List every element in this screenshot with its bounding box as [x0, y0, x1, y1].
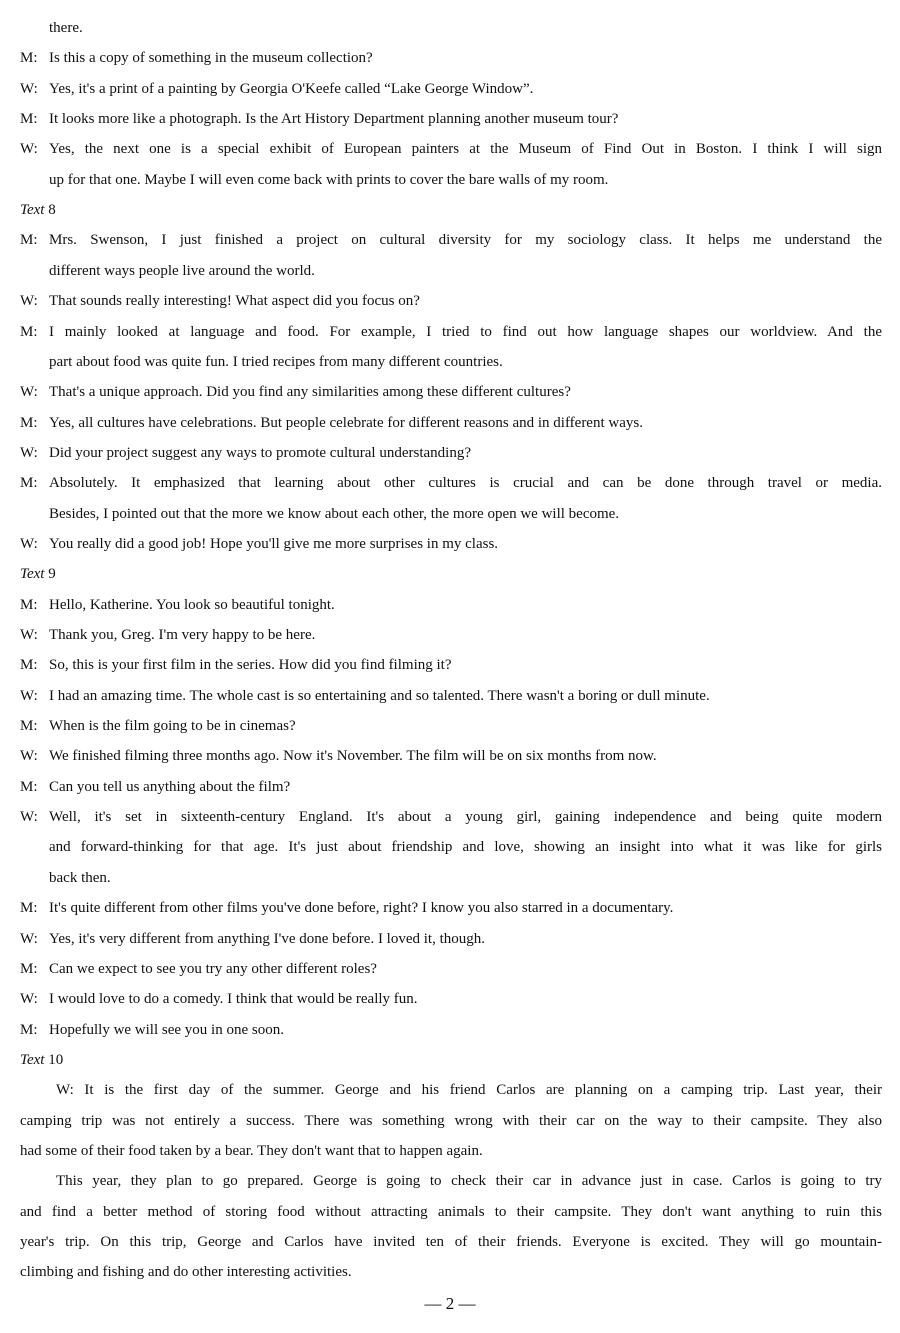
- speaker-label: M:: [20, 778, 38, 795]
- line-text: Besides, I pointed out that the more we know about each other, the more open we will become.: [49, 505, 620, 522]
- section-heading-number: 9: [48, 566, 56, 583]
- speaker-label: M:: [20, 657, 38, 674]
- section-heading-label: Text: [20, 1051, 45, 1068]
- transcript-line: [20, 109, 882, 129]
- transcript-line: [49, 170, 882, 190]
- line-text: and find a better method of storing food without attracting animals to their campsite. They don't want anything to ruin this: [20, 1203, 882, 1220]
- line-text: I would love to do a comedy. I think that would be really fun.: [49, 991, 418, 1008]
- transcript-line: [49, 868, 882, 888]
- transcript-line: [20, 1202, 882, 1222]
- line-text: Yes, it's a print of a painting by Georgia O'Keefe called “Lake George Window”.: [49, 80, 534, 97]
- line-text: Mrs. Swenson, I just finished a project on cultural diversity for my sociology class. It helps me understand the: [49, 232, 882, 249]
- transcript-line: [20, 48, 882, 68]
- transcript-line: [20, 1080, 882, 1100]
- transcript-line: [20, 807, 882, 827]
- speaker-label: M:: [20, 111, 38, 128]
- section-heading-label: Text: [20, 202, 45, 219]
- transcript-line: [20, 534, 882, 554]
- speaker-label: M:: [20, 900, 38, 917]
- line-text: That sounds really interesting! What aspect did you focus on?: [49, 293, 420, 310]
- transcript-line: [20, 1262, 882, 1282]
- transcript-line: [20, 898, 882, 918]
- line-text: I mainly looked at language and food. For example, I tried to find out how language shapes our worldview. And the: [49, 323, 882, 340]
- transcript-line: [20, 382, 882, 402]
- speaker-label: M:: [20, 414, 38, 431]
- line-text: I had an amazing time. The whole cast is so entertaining and so talented. There wasn't a boring or dull minute.: [49, 687, 710, 704]
- line-text: there.: [49, 20, 83, 36]
- speaker-label: W:: [20, 627, 38, 643]
- transcript-line: [20, 1171, 882, 1191]
- section-heading-number: 8: [48, 202, 56, 219]
- line-text: Absolutely. It emphasized that learning about other cultures is crucial and can be done through travel or media.: [49, 475, 882, 492]
- line-text: different ways people live around the world.: [49, 262, 315, 279]
- transcript-line: [20, 959, 882, 979]
- line-text: part about food was quite fun. I tried recipes from many different countries.: [49, 353, 503, 370]
- line-text: W: It is the first day of the summer. George and his friend Carlos are planning on a camping trip. Last year, their: [56, 1082, 882, 1099]
- line-text: It looks more like a photograph. Is the Art History Department planning another museum tour?: [49, 111, 619, 128]
- transcript-line: [20, 1232, 882, 1252]
- section-heading: [20, 1050, 882, 1070]
- speaker-label: W:: [20, 80, 38, 97]
- transcript-line: [20, 79, 882, 99]
- speaker-label: W:: [20, 809, 38, 826]
- speaker-label: W:: [20, 535, 38, 552]
- line-text: So, this is your first film in the series. How did you find filming it?: [49, 657, 452, 674]
- transcript-line: [20, 291, 882, 311]
- line-text: Well, it's set in sixteenth-century England. It's about a young girl, gaining independence and being quite modern: [49, 809, 882, 826]
- speaker-label: M:: [20, 1021, 38, 1038]
- transcript-line: [20, 443, 882, 463]
- transcript-line: [20, 655, 882, 675]
- speaker-label: W:: [20, 141, 38, 158]
- speaker-label: M:: [20, 596, 38, 613]
- line-text: That's a unique approach. Did you find any similarities among these different cultures?: [49, 384, 571, 401]
- line-text: Did your project suggest any ways to promote cultural understanding?: [49, 444, 471, 461]
- speaker-label: W:: [20, 444, 38, 461]
- section-heading-number: 10: [48, 1051, 64, 1068]
- transcript-line: [20, 686, 882, 706]
- transcript-line: [20, 777, 882, 797]
- line-text: and forward-thinking for that age. It's just about friendship and love, showing an insight into what it was like for girls: [49, 839, 882, 856]
- transcript-line: [49, 504, 882, 524]
- transcript-line: [20, 473, 882, 493]
- speaker-label: W:: [20, 384, 38, 401]
- transcript-line: [20, 413, 882, 433]
- line-text: Can you tell us anything about the film?: [49, 778, 291, 795]
- speaker-label: W:: [20, 991, 38, 1008]
- transcript-line: [20, 746, 882, 766]
- line-text: It's quite different from other films you've done before, right? I know you also starred in a documentary.: [49, 900, 674, 917]
- transcript-line: [49, 261, 882, 281]
- transcript-line: [20, 322, 882, 342]
- section-heading: [20, 564, 882, 584]
- line-text: year's trip. On this trip, George and Carlos have invited ten of their friends. Everyone is excited. They will go mountain-: [20, 1234, 882, 1250]
- line-text: When is the film going to be in cinemas?: [49, 718, 296, 735]
- transcript-line: [20, 1020, 882, 1040]
- line-text: Can we expect to see you try any other different roles?: [49, 960, 377, 977]
- line-text: camping trip was not entirely a success. There was something wrong with their car on the way to their campsite. They also: [20, 1112, 882, 1129]
- line-text: back then.: [49, 869, 111, 886]
- page-number: — 2 —: [424, 1294, 476, 1313]
- transcript-line: [49, 837, 882, 857]
- section-heading: [20, 200, 882, 220]
- transcript-line: [20, 625, 882, 645]
- speaker-label: W:: [20, 293, 38, 310]
- line-text: Yes, all cultures have celebrations. But people celebrate for different reasons and in different ways.: [49, 414, 643, 431]
- transcript-line: [49, 352, 882, 372]
- line-text: Yes, the next one is a special exhibit of European painters at the Museum of Find Out in Boston. I think I will sign: [49, 141, 882, 158]
- transcript-line: [20, 929, 882, 949]
- transcript-line: [20, 595, 882, 615]
- speaker-label: M:: [20, 323, 38, 340]
- speaker-label: M:: [20, 232, 38, 249]
- line-text: You really did a good job! Hope you'll give me more surprises in my class.: [49, 535, 499, 552]
- line-text: Hello, Katherine. You look so beautiful tonight.: [49, 596, 335, 613]
- transcript-line: [20, 230, 882, 250]
- speaker-label: M:: [20, 960, 38, 977]
- speaker-label: W:: [20, 930, 38, 947]
- line-text: We finished filming three months ago. Now it's November. The film will be on six months from now.: [49, 748, 657, 765]
- line-text: had some of their food taken by a bear. They don't want that to happen again.: [20, 1142, 483, 1159]
- transcript-line: [20, 139, 882, 159]
- speaker-label: W:: [20, 748, 38, 765]
- speaker-label: M:: [20, 50, 38, 67]
- line-text: This year, they plan to go prepared. George is going to check their car in advance just in case. Carlos is going to try: [56, 1173, 882, 1190]
- section-heading-label: Text: [20, 566, 45, 583]
- transcript-line: [20, 989, 882, 1009]
- line-text: Thank you, Greg. I'm very happy to be here.: [49, 627, 316, 643]
- speaker-label: M:: [20, 475, 38, 492]
- transcript-line: [20, 1141, 882, 1161]
- speaker-label: M:: [20, 718, 38, 735]
- speaker-label: W:: [20, 687, 38, 704]
- line-text: Is this a copy of something in the museum collection?: [49, 50, 373, 67]
- transcript-line: [20, 1111, 882, 1131]
- transcript-line: [20, 716, 882, 736]
- transcript-line: [49, 18, 882, 38]
- line-text: Hopefully we will see you in one soon.: [49, 1021, 284, 1038]
- line-text: climbing and fishing and do other interesting activities.: [20, 1264, 352, 1281]
- line-text: up for that one. Maybe I will even come back with prints to cover the bare walls of my room.: [49, 171, 609, 188]
- line-text: Yes, it's very different from anything I've done before. I loved it, though.: [49, 930, 486, 947]
